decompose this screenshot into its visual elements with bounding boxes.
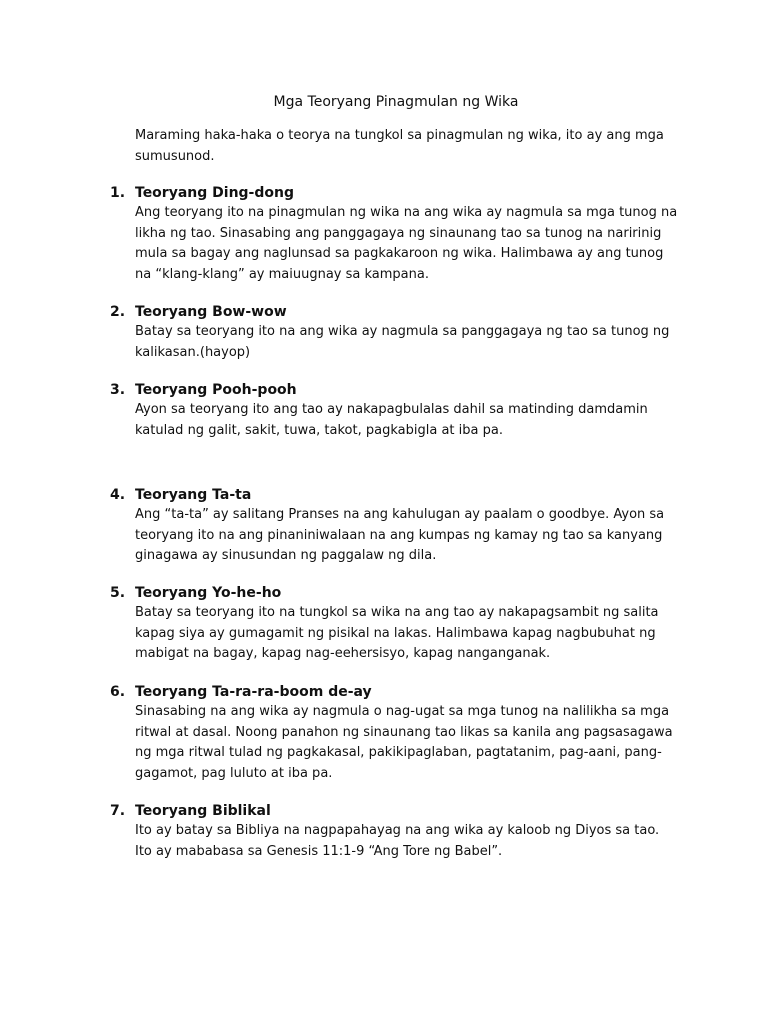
list-item-title: Teoryang Ding-dong <box>135 185 294 201</box>
list-item-heading <box>110 583 685 603</box>
list-item-number: 5. <box>110 585 126 601</box>
list-item <box>110 583 685 665</box>
intro-paragraph: Maraming haka-haka o teorya na tungkol sa pinagmulan ng wika, ito ay ang mga sumusunod. <box>135 128 664 164</box>
list-item-title: Teoryang Biblikal <box>135 803 271 819</box>
list-item <box>110 801 685 862</box>
list-item-number: 4. <box>110 487 126 503</box>
list-item-number: 7. <box>110 803 126 819</box>
list-item-number: 1. <box>110 185 126 201</box>
list-item-number: 6. <box>110 684 126 700</box>
list-item-title: Teoryang Ta-ra-ra-boom de-ay <box>135 684 372 700</box>
list-item <box>110 485 685 567</box>
list-item <box>110 682 685 784</box>
list-item-title: Teoryang Pooh-pooh <box>135 382 297 398</box>
list-item-title: Teoryang Ta-ta <box>135 487 252 503</box>
document-title: Mga Teoryang Pinagmulan ng Wika <box>273 94 519 110</box>
list-item-body: Ayon sa teoryang ito ang tao ay nakapagbulalas dahil sa matinding damdamin katulad ng galit, sakit, tuwa, takot, pagkabigla at iba pa. <box>135 402 648 438</box>
list-item-heading <box>110 183 685 203</box>
list-item <box>110 183 685 285</box>
list-item-heading <box>110 485 685 505</box>
list-item <box>110 380 685 441</box>
list-item-body: Ang teoryang ito na pinagmulan ng wika na ang wika ay nagmula sa mga tunog na likha ng tao. Sinasabing ang panggagaya ng sinaunang tao sa tunog na naririnig mula sa bagay ang naglunsad sa pagkakaroon ng wika. Halimbawa ay ang tunog na “klang-klang” ay maiuugnay sa kampana. <box>135 205 678 282</box>
list-item-body: Ang “ta-ta” ay salitang Pranses na ang kahulugan ay paalam o goodbye. Ayon sa teoryang ito na ang pinaniniwalaan na ang kumpas ng kamay ng tao sa kanyang ginagawa ay sinusundan ng paggalaw ng dila. <box>135 507 665 563</box>
list-item-body: Ito ay batay sa Bibliya na nagpapahayag na ang wika ay kaloob ng Diyos sa tao. Ito ay mababasa sa Genesis 11:1-9 “Ang Tore ng Babel”. <box>135 823 660 859</box>
list-item-body: Batay sa teoryang ito na tungkol sa wika na ang tao ay nakapagsambit ng salita kapag siya ay gumagamit ng pisikal na lakas. Halimbawa kapag nagbubuhat ng mabigat na bagay, kapag nag-eehersisyo, kapag nanganganak. <box>135 605 659 661</box>
list-item <box>110 302 685 363</box>
list-item-number: 2. <box>110 304 126 320</box>
list-item-number: 3. <box>110 382 126 398</box>
list-item-heading <box>110 302 685 322</box>
list-item-heading <box>110 801 685 821</box>
list-item-body: Batay sa teoryang ito na ang wika ay nagmula sa panggagaya ng tao sa tunog ng kalikasan.(hayop) <box>135 324 670 360</box>
list-item-body: Sinasabing na ang wika ay nagmula o nag-ugat sa mga tunog na nalilikha sa mga ritwal at dasal. Noong panahon ng sinaunang tao likas sa kanila ang pagsasagawa ng mga ritwal tulad ng pagkakasal, pakikipaglaban, pagtatanim, pag-aani, pang-gagamot, pag luluto at iba pa. <box>135 704 673 781</box>
list-item-heading <box>110 380 685 400</box>
list-item-title: Teoryang Bow-wow <box>135 304 287 320</box>
list-item-title: Teoryang Yo-he-ho <box>135 585 282 601</box>
list-item-heading <box>110 682 685 702</box>
